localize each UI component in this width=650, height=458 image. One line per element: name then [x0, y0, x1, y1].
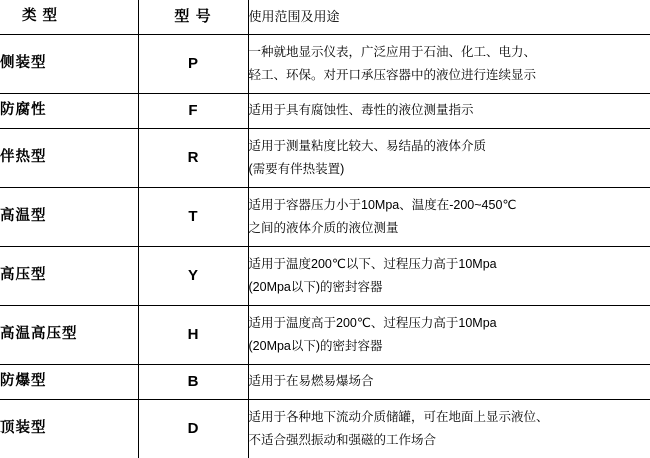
table-row [0, 247, 650, 306]
table-row [0, 400, 650, 458]
cell-type: 防爆型 [0, 365, 138, 400]
table-row [0, 94, 650, 129]
table-row [0, 129, 650, 188]
description-line: (20Mpa以下)的密封容器 [249, 335, 650, 358]
cell-type: 高温高压型 [0, 306, 138, 365]
cell-description [248, 188, 650, 247]
cell-type: 高温型 [0, 188, 138, 247]
description-line: (20Mpa以下)的密封容器 [249, 276, 650, 299]
cell-description [248, 129, 650, 188]
description-line: 适用于测量粘度比较大、易结晶的液体介质 [249, 135, 650, 158]
cell-model: Y [138, 247, 248, 306]
cell-model: P [138, 35, 248, 94]
cell-model: H [138, 306, 248, 365]
description-line: 适用于温度200℃以下、过程压力高于10Mpa [249, 253, 650, 276]
cell-model: F [138, 94, 248, 129]
cell-type: 顶装型 [0, 400, 138, 458]
cell-description [248, 247, 650, 306]
description-line: 轻工、环保。对开口承压容器中的液位进行连续显示 [249, 64, 650, 87]
column-header-model: 型 号 [138, 0, 248, 35]
cell-description [248, 35, 650, 94]
description-line: 之间的液体介质的液位测量 [249, 217, 650, 240]
description-line: 适用于具有腐蚀性、毒性的液位测量指示 [249, 99, 650, 122]
cell-description [248, 94, 650, 129]
cell-description [248, 400, 650, 458]
cell-description [248, 365, 650, 400]
cell-type: 侧装型 [0, 35, 138, 94]
cell-model: T [138, 188, 248, 247]
description-line: 一种就地显示仪表，广泛应用于石油、化工、电力、 [249, 41, 650, 64]
description-line: 适用于各种地下流动介质储罐，可在地面上显示液位、 [249, 406, 650, 429]
description-line: 适用于在易燃易爆场合 [249, 370, 650, 393]
cell-type: 防腐性 [0, 94, 138, 129]
cell-model: R [138, 129, 248, 188]
column-header-description: 使用范围及用途 [248, 0, 650, 35]
table-row [0, 306, 650, 365]
cell-type: 伴热型 [0, 129, 138, 188]
cell-model: D [138, 400, 248, 458]
description-line: 适用于容器压力小于10Mpa、温度在-200~450℃ [249, 194, 650, 217]
table-row [0, 35, 650, 94]
description-line: (需要有伴热装置) [249, 158, 650, 181]
description-line: 不适合强烈振动和强磁的工作场合 [249, 429, 650, 452]
table-header-row [0, 0, 650, 35]
table-row [0, 188, 650, 247]
table-row [0, 365, 650, 400]
cell-type: 高压型 [0, 247, 138, 306]
cell-model: B [138, 365, 248, 400]
description-line: 适用于温度高于200℃、过程压力高于10Mpa [249, 312, 650, 335]
column-header-type: 类 型 [0, 0, 138, 35]
cell-description [248, 306, 650, 365]
